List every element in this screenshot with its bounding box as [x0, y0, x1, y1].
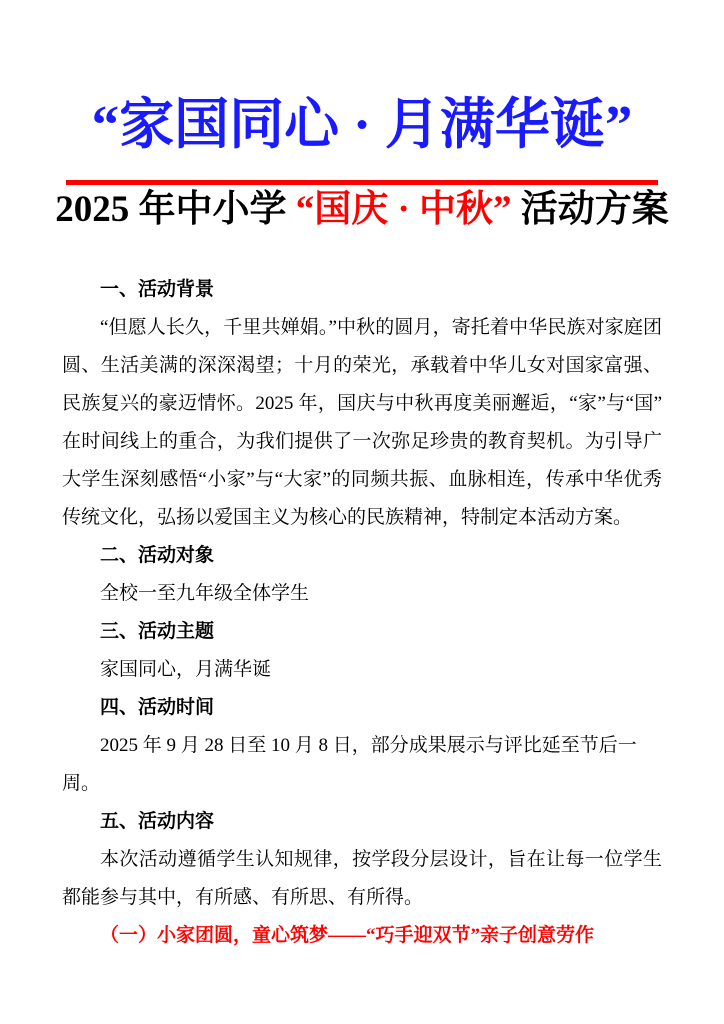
section-3-paragraph: 家国同心，月满华诞: [100, 659, 272, 680]
document-body: [62, 271, 662, 955]
section-4-heading: 四、活动时间: [100, 697, 215, 718]
section-5-paragraph: 本次活动遵循学生认知规律，按学段分层设计，旨在让每一位学生都能参与其中，有所感、有所思、有所得。: [62, 849, 662, 908]
section-5-heading: 五、活动内容: [100, 811, 215, 832]
activity-subheading-red: （一）小家团圆，童心筑梦——“巧手迎双节”亲子创意劳作: [100, 925, 595, 946]
section-2-heading: 二、活动对象: [100, 545, 215, 566]
section-2-paragraph: 全校一至九年级全体学生: [100, 583, 310, 604]
subtitle-suffix: 活动方案: [511, 189, 669, 230]
section-1-paragraph: “但愿人长久，千里共婵娟。”中秋的圆月，寄托着中华民族对家庭团圆、生活美满的深深渴望；十月的荣光，承载着中华儿女对国家富强、民族复兴的豪迈情怀。2025 年，国庆与中秋再度美丽邂逅，“家”与“国”在时间线上的重合，为我们提供了一次弥足珍贵的教育契机。为引导广大学生深刻感悟“小家”与“大家”的同频共振、血脉相连，传承中华优秀传统文化，弘扬以爱国主义为核心的民族精神，特制定本活动方案。: [62, 317, 662, 528]
section-1-heading: 一、活动背景: [100, 279, 215, 300]
title-divider-rule: [66, 180, 658, 185]
document-title: “家国同心 · 月满华诞”: [91, 94, 633, 155]
subtitle-highlight: “国庆 · 中秋”: [295, 189, 512, 230]
section-4-paragraph: 2025 年 9 月 28 日至 10 月 8 日，部分成果展示与评比延至节后一周。: [62, 735, 637, 794]
document-subtitle: [20, 188, 704, 232]
subtitle-prefix: 2025 年中小学: [55, 189, 296, 230]
section-3-heading: 三、活动主题: [100, 621, 215, 642]
